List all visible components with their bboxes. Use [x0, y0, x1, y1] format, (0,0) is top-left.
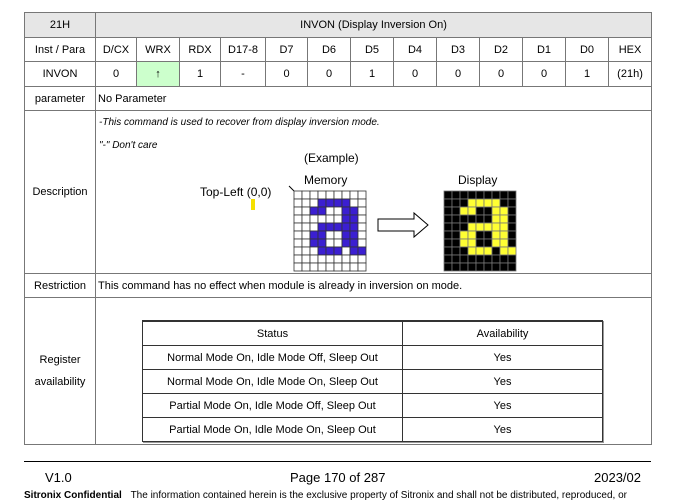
- pixel-cell: [350, 223, 358, 231]
- col-header: D0: [566, 38, 609, 62]
- pixel-cell: [508, 215, 516, 223]
- pixel-cell: [476, 231, 484, 239]
- col-header: D1: [523, 38, 566, 62]
- display-label: Display: [458, 173, 498, 187]
- pixel-cell: [460, 215, 468, 223]
- pixel-cell: [318, 199, 326, 207]
- col-header: D4: [394, 38, 437, 62]
- pixel-cell: [310, 231, 318, 239]
- pixel-cell: [468, 247, 476, 255]
- pixel-cell: [452, 223, 460, 231]
- pixel-cell: [492, 223, 500, 231]
- pixel-cell: [342, 231, 350, 239]
- pixel-cell: [342, 199, 350, 207]
- pixel-cell: [302, 255, 310, 263]
- pixel-cell: [334, 223, 342, 231]
- pixel-cell: [476, 255, 484, 263]
- pixel-cell: [318, 255, 326, 263]
- description-line: -This command is used to recover from display inversion mode.: [99, 117, 380, 128]
- pixel-cell: [452, 199, 460, 207]
- cell: 0: [266, 62, 308, 87]
- restriction-row: [25, 274, 652, 298]
- pixel-cell: [294, 231, 302, 239]
- pixel-cell: [334, 231, 342, 239]
- confidential-text: The information contained herein is the exclusive property of Sitronix and shall not be distributed, reproduced, or: [130, 490, 627, 501]
- availability-cell: Yes: [403, 370, 603, 394]
- pixel-cell: [326, 263, 334, 271]
- pixel-cell: [452, 207, 460, 215]
- pixel-cell: [476, 207, 484, 215]
- pixel-cell: [302, 223, 310, 231]
- pixel-cell: [468, 255, 476, 263]
- pixel-cell: [508, 263, 516, 271]
- pixel-cell: [492, 191, 500, 199]
- pixel-cell: [444, 247, 452, 255]
- pixel-cell: [468, 223, 476, 231]
- footer-page: Page 170 of 287: [290, 470, 386, 485]
- col-header: HEX: [609, 38, 652, 62]
- pixel-cell: [334, 247, 342, 255]
- pixel-cell: [358, 223, 366, 231]
- arrow-icon: [378, 213, 428, 237]
- pixel-cell: [484, 239, 492, 247]
- pixel-cell: [294, 207, 302, 215]
- pixel-cell: [468, 215, 476, 223]
- pixel-cell: [342, 207, 350, 215]
- pixel-cell: [350, 231, 358, 239]
- pixel-cell: [326, 223, 334, 231]
- restriction-label: Restriction: [25, 274, 96, 298]
- pixel-cell: [444, 263, 452, 271]
- register-row: [25, 298, 652, 445]
- status-header: Status: [143, 321, 403, 346]
- pixel-cell: [460, 247, 468, 255]
- pixel-cell: [484, 215, 492, 223]
- pixel-cell: [326, 199, 334, 207]
- pixel-cell: [334, 199, 342, 207]
- pixel-cell: [444, 191, 452, 199]
- pixel-cell: [294, 255, 302, 263]
- pixel-cell: [350, 263, 358, 271]
- pixel-cell: [476, 263, 484, 271]
- pixel-cell: [484, 199, 492, 207]
- pixel-cell: [310, 255, 318, 263]
- pixel-cell: [302, 191, 310, 199]
- pixel-cell: [350, 239, 358, 247]
- availability-table: [142, 320, 603, 442]
- memory-grid: [294, 191, 366, 271]
- cell: 1: [566, 62, 609, 87]
- pixel-cell: [334, 263, 342, 271]
- display-grid: [444, 191, 516, 271]
- pixel-cell: [294, 191, 302, 199]
- pixel-cell: [318, 207, 326, 215]
- pixel-cell: [476, 223, 484, 231]
- pixel-cell: [350, 199, 358, 207]
- footer-version: V1.0: [45, 470, 72, 485]
- pixel-cell: [476, 215, 484, 223]
- pixel-cell: [444, 223, 452, 231]
- pixel-cell: [350, 207, 358, 215]
- pixel-cell: [508, 239, 516, 247]
- pixel-cell: [460, 223, 468, 231]
- pixel-cell: [342, 191, 350, 199]
- table-row: [143, 346, 603, 370]
- pixel-cell: [500, 215, 508, 223]
- pixel-cell: [302, 231, 310, 239]
- column-header-row: [25, 38, 652, 62]
- col-header: WRX: [137, 38, 180, 62]
- dont-care-note: "-" Don't care: [99, 140, 158, 151]
- pixel-cell: [334, 215, 342, 223]
- pixel-cell: [460, 199, 468, 207]
- pixel-cell: [294, 223, 302, 231]
- pixel-cell: [326, 247, 334, 255]
- pixel-cell: [318, 191, 326, 199]
- pixel-cell: [468, 231, 476, 239]
- pixel-cell: [460, 231, 468, 239]
- pixel-cell: [318, 247, 326, 255]
- pixel-cell: [302, 247, 310, 255]
- pixel-cell: [468, 191, 476, 199]
- pixel-cell: [508, 223, 516, 231]
- availability-header-row: [143, 321, 603, 346]
- pixel-cell: [492, 199, 500, 207]
- pixel-cell: [508, 199, 516, 207]
- pixel-cell: [310, 215, 318, 223]
- pixel-cell: [452, 239, 460, 247]
- pixel-cell: [476, 247, 484, 255]
- pixel-cell: [342, 255, 350, 263]
- pixel-cell: [334, 239, 342, 247]
- top-left-marker: [251, 199, 255, 210]
- pixel-cell: [500, 223, 508, 231]
- pixel-cell: [326, 255, 334, 263]
- pixel-cell: [342, 215, 350, 223]
- pixel-cell: [508, 255, 516, 263]
- command-code: 21H: [25, 13, 96, 38]
- pixel-cell: [500, 247, 508, 255]
- pixel-cell: [508, 191, 516, 199]
- col-header: RDX: [180, 38, 221, 62]
- pixel-cell: [452, 255, 460, 263]
- cell: 0: [308, 62, 351, 87]
- pixel-cell: [468, 239, 476, 247]
- pixel-cell: [358, 199, 366, 207]
- cell: 0: [480, 62, 523, 87]
- pixel-cell: [358, 207, 366, 215]
- pixel-cell: [310, 191, 318, 199]
- pixel-cell: [484, 191, 492, 199]
- confidential-label: Sitronix Confidential: [24, 490, 122, 501]
- invon-row: [25, 62, 652, 87]
- pixel-cell: [508, 247, 516, 255]
- pixel-cell: [452, 247, 460, 255]
- pixel-cell: [452, 263, 460, 271]
- pixel-cell: [310, 247, 318, 255]
- table-row: [143, 394, 603, 418]
- pixel-cell: [294, 247, 302, 255]
- col-header: Inst / Para: [25, 38, 96, 62]
- status-cell: Normal Mode On, Idle Mode On, Sleep Out: [143, 370, 403, 394]
- pixel-cell: [358, 263, 366, 271]
- pixel-cell: [500, 239, 508, 247]
- pixel-cell: [318, 215, 326, 223]
- footer-rule: [24, 461, 651, 462]
- pixel-cell: [294, 215, 302, 223]
- table-row: [143, 418, 603, 442]
- pixel-cell: [500, 207, 508, 215]
- pixel-cell: [294, 199, 302, 207]
- pixel-cell: [350, 247, 358, 255]
- pixel-cell: [358, 247, 366, 255]
- pixel-cell: [444, 239, 452, 247]
- pixel-cell: [294, 263, 302, 271]
- pixel-cell: [350, 191, 358, 199]
- status-cell: Partial Mode On, Idle Mode On, Sleep Out: [143, 418, 403, 442]
- pixel-cell: [492, 239, 500, 247]
- pixel-cell: [342, 223, 350, 231]
- cell: 0: [437, 62, 480, 87]
- cell: 1: [351, 62, 394, 87]
- pixel-cell: [476, 191, 484, 199]
- pixel-cell: [358, 255, 366, 263]
- status-cell: Normal Mode On, Idle Mode Off, Sleep Out: [143, 346, 403, 370]
- pixel-cell: [326, 215, 334, 223]
- register-label: [25, 298, 96, 445]
- pixel-cell: [484, 231, 492, 239]
- pixel-cell: [460, 239, 468, 247]
- pixel-cell: [358, 215, 366, 223]
- pixel-cell: [326, 207, 334, 215]
- pixel-cell: [444, 207, 452, 215]
- pixel-cell: [318, 223, 326, 231]
- restriction-text: This command has no effect when module is already in inversion on mode.: [96, 274, 652, 298]
- cell: 0: [394, 62, 437, 87]
- pixel-cell: [334, 207, 342, 215]
- pixel-cell: [468, 199, 476, 207]
- pixel-cell: [484, 263, 492, 271]
- pixel-cell: [500, 191, 508, 199]
- availability-header: Availability: [403, 321, 603, 346]
- pixel-cell: [310, 263, 318, 271]
- availability-cell: Yes: [403, 418, 603, 442]
- availability-cell: Yes: [403, 346, 603, 370]
- table-row: [143, 370, 603, 394]
- top-left-label: Top-Left (0,0): [200, 185, 272, 199]
- pixel-cell: [350, 255, 358, 263]
- pixel-cell: [500, 255, 508, 263]
- pixel-cell: [492, 255, 500, 263]
- pixel-cell: [452, 215, 460, 223]
- pixel-cell: [302, 207, 310, 215]
- col-header: D5: [351, 38, 394, 62]
- pixel-cell: [342, 239, 350, 247]
- pixel-cell: [326, 231, 334, 239]
- cell: 0: [96, 62, 137, 87]
- parameter-row: [25, 87, 652, 111]
- confidential-notice: [24, 490, 627, 501]
- footer-date: 2023/02: [594, 470, 641, 485]
- pixel-cell: [476, 239, 484, 247]
- pixel-cell: [500, 199, 508, 207]
- pixel-cell: [334, 191, 342, 199]
- pixel-cell: [484, 247, 492, 255]
- command-title: INVON (Display Inversion On): [96, 13, 652, 38]
- example-label: (Example): [304, 151, 359, 165]
- pixel-cell: [358, 191, 366, 199]
- availability-cell: Yes: [403, 394, 603, 418]
- description-row: [25, 111, 652, 274]
- pixel-cell: [318, 239, 326, 247]
- pixel-cell: [358, 239, 366, 247]
- pixel-cell: [508, 231, 516, 239]
- pixel-cell: [492, 231, 500, 239]
- pixel-cell: [444, 199, 452, 207]
- description-cell: [96, 111, 652, 274]
- pixel-cell: [444, 255, 452, 263]
- pixel-cell: [460, 207, 468, 215]
- pixel-cell: [302, 199, 310, 207]
- parameter-value: No Parameter: [96, 87, 652, 111]
- pixel-cell: [342, 263, 350, 271]
- pixel-cell: [452, 231, 460, 239]
- pixel-cell: [334, 255, 342, 263]
- col-header: D/CX: [96, 38, 137, 62]
- pixel-cell: [444, 215, 452, 223]
- pixel-cell: [476, 199, 484, 207]
- pixel-cell: [302, 239, 310, 247]
- col-header: D7: [266, 38, 308, 62]
- pixel-cell: [326, 191, 334, 199]
- inversion-example-illustration: [96, 111, 652, 274]
- register-label-line1: Register: [39, 354, 81, 366]
- pixel-cell: [326, 239, 334, 247]
- col-header: D3: [437, 38, 480, 62]
- pixel-cell: [310, 223, 318, 231]
- pixel-cell: [460, 263, 468, 271]
- col-header: D2: [480, 38, 523, 62]
- register-label-line2: availability: [34, 376, 86, 388]
- pixel-cell: [342, 247, 350, 255]
- register-cell: [96, 298, 652, 445]
- pixel-cell: [460, 191, 468, 199]
- pixel-cell: [492, 247, 500, 255]
- pixel-cell: [310, 207, 318, 215]
- cell: (21h): [609, 62, 652, 87]
- cell: 1: [180, 62, 221, 87]
- pixel-cell: [318, 231, 326, 239]
- cell: -: [221, 62, 266, 87]
- pixel-cell: [484, 223, 492, 231]
- pixel-cell: [310, 199, 318, 207]
- cell: INVON: [25, 62, 96, 87]
- pixel-cell: [358, 231, 366, 239]
- pixel-cell: [508, 207, 516, 215]
- pixel-cell: [452, 191, 460, 199]
- description-label: Description: [25, 111, 96, 274]
- pixel-cell: [468, 207, 476, 215]
- wrx-cell: ↑: [137, 62, 180, 87]
- parameter-label: parameter: [25, 87, 96, 111]
- pixel-cell: [484, 255, 492, 263]
- pixel-cell: [492, 263, 500, 271]
- col-header: D17-8: [221, 38, 266, 62]
- pixel-cell: [302, 215, 310, 223]
- cell: 0: [523, 62, 566, 87]
- col-header: D6: [308, 38, 351, 62]
- pixel-cell: [492, 207, 500, 215]
- pixel-cell: [500, 263, 508, 271]
- pixel-cell: [294, 239, 302, 247]
- command-table: [24, 12, 652, 445]
- pixel-cell: [500, 231, 508, 239]
- memory-label: Memory: [304, 173, 348, 187]
- pixel-cell: [468, 263, 476, 271]
- pixel-cell: [302, 263, 310, 271]
- title-row: [25, 13, 652, 38]
- pixel-cell: [484, 207, 492, 215]
- status-cell: Partial Mode On, Idle Mode Off, Sleep Out: [143, 394, 403, 418]
- pixel-cell: [318, 263, 326, 271]
- pixel-cell: [492, 215, 500, 223]
- pixel-cell: [460, 255, 468, 263]
- pixel-cell: [310, 239, 318, 247]
- pixel-cell: [444, 231, 452, 239]
- pixel-cell: [350, 215, 358, 223]
